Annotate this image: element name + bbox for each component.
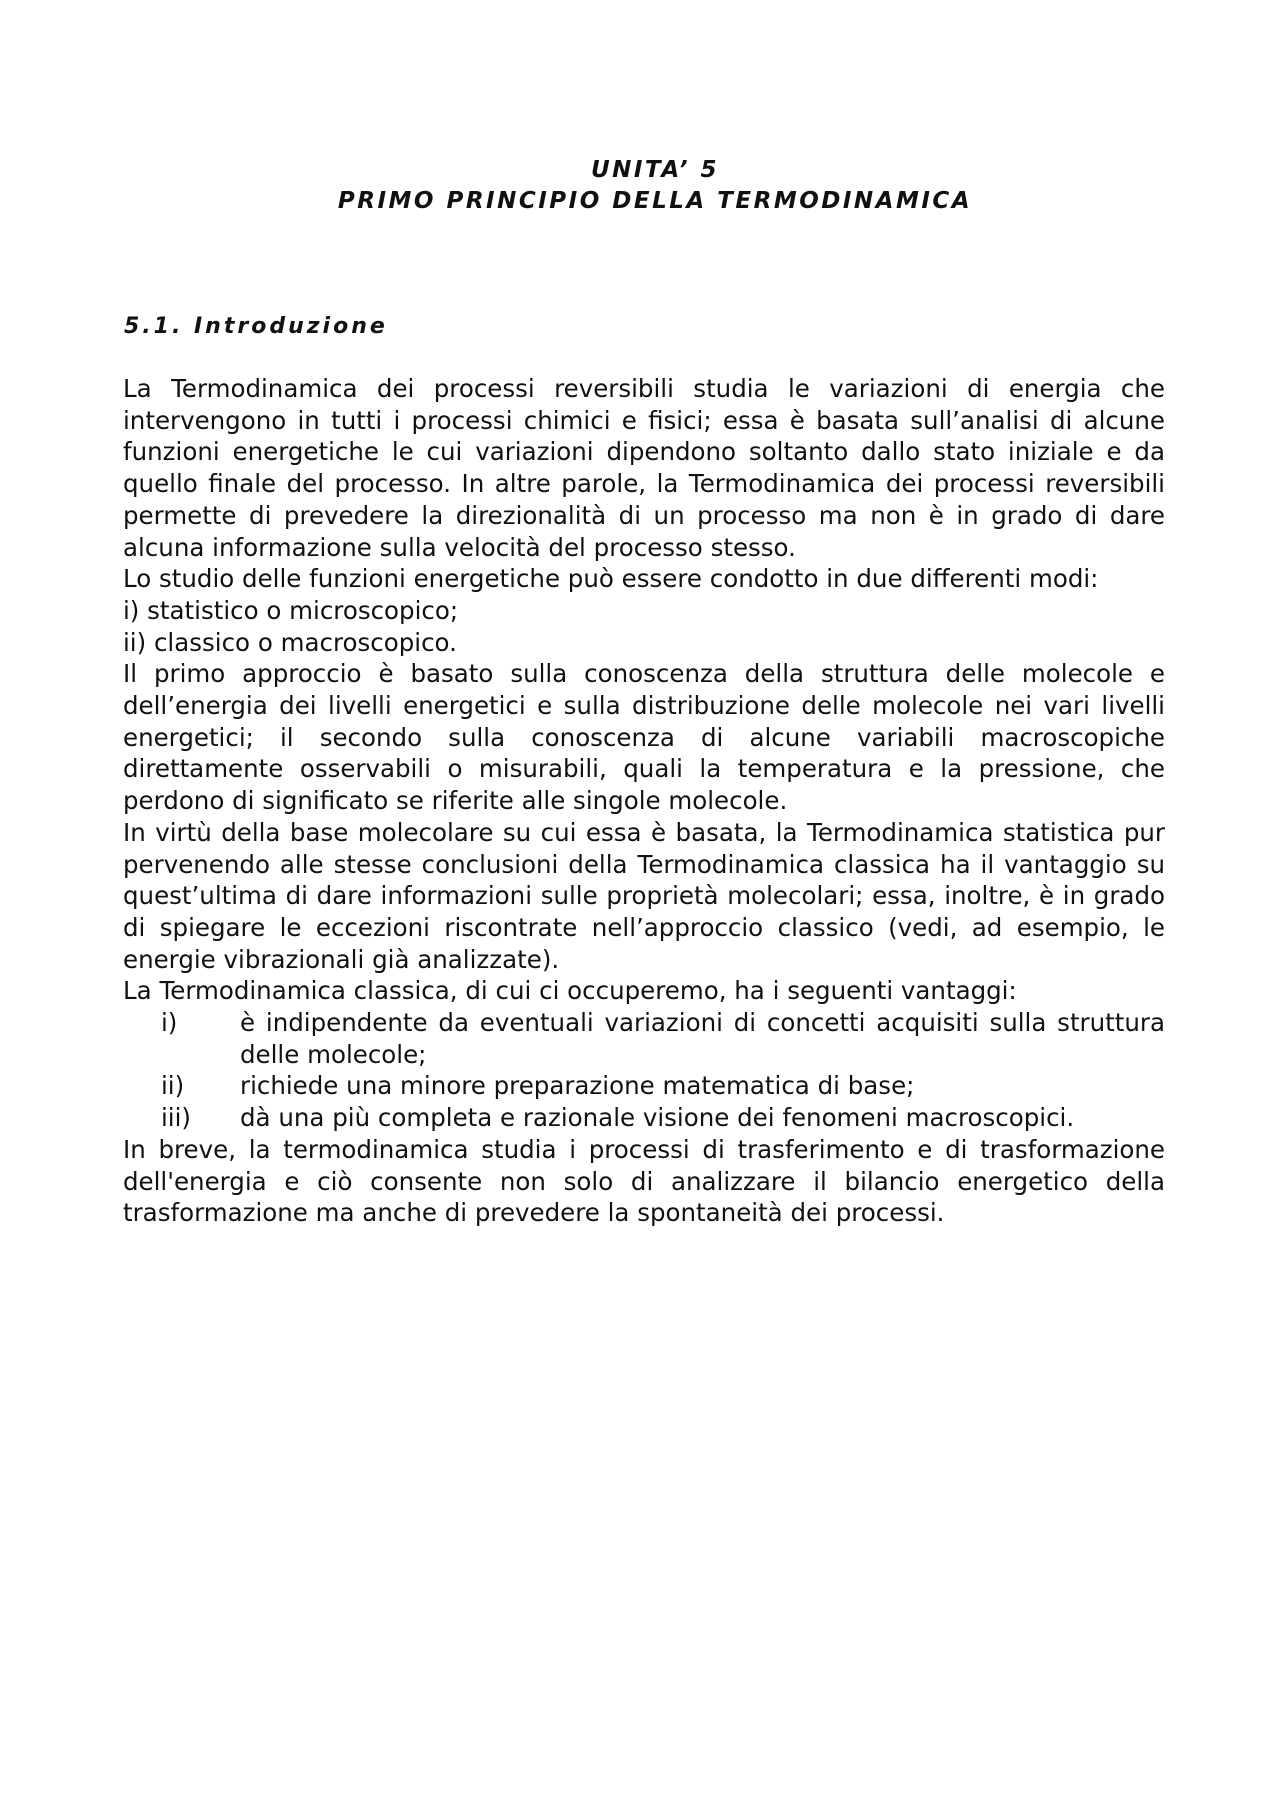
paragraph-summary: In breve, la termodinamica studia i processi di trasferimento e di trasformazione dell'energia e ciò consente non solo di analizzare il bilancio energetico della trasformazione ma anche di prevedere la spontaneità dei processi.	[123, 1134, 1165, 1228]
list-text: dà una più completa e razionale visione dei fenomeni macroscopici.	[240, 1103, 1075, 1133]
list-text: richiede una minore preparazione matematica di base;	[240, 1071, 915, 1101]
paragraph-methods: Lo studio delle funzioni energetiche può essere condotto in due differenti modi:	[123, 564, 1099, 594]
document-title	[0, 155, 1280, 217]
paragraph-classical: ii) classico o macroscopico.	[123, 627, 457, 657]
paragraph-statistical: i) statistico o microscopico;	[123, 595, 459, 625]
paragraph-classical-advantages: La Termodinamica classica, di cui ci occuperemo, ha i seguenti vantaggi:	[123, 976, 1017, 1006]
list-text: è indipendente da eventuali variazioni di concetti acquisiti sulla struttura delle molecole;	[240, 1008, 1165, 1069]
advantages-list	[123, 1007, 1165, 1134]
list-item	[123, 1070, 1165, 1102]
body-text	[123, 373, 1165, 1229]
paragraph-statistical-advantage: In virtù della base molecolare su cui essa è basata, la Termodinamica statistica pur pervenendo alle stesse conclusioni della Termodinamica classica ha il vantaggio su quest’ultima di dare informazioni sulle proprietà molecolari; essa, inoltre, è in grado di spiegare le eccezioni riscontrate nell’approccio classico (vedi, ad esempio, le energie vibrazionali già analizzate).	[123, 817, 1165, 974]
list-item	[123, 1102, 1165, 1134]
list-item	[123, 1007, 1165, 1070]
list-marker: i)	[161, 1008, 178, 1038]
unit-number: UNITA’ 5	[590, 157, 720, 183]
list-marker: iii)	[161, 1103, 191, 1133]
paragraph-approaches: Il primo approccio è basato sulla conoscenza della struttura delle molecole e dell’energia dei livelli energetici e sulla distribuzione delle molecole nei vari livelli energetici; il secondo sulla conoscenza di alcune variabili macroscopiche direttamente osservabili o misurabili, quali la temperatura e la pressione, che perdono di significato se riferite alle singole molecole.	[123, 659, 1165, 816]
section-heading: 5.1. Introduzione	[124, 314, 388, 339]
paragraph-intro: La Termodinamica dei processi reversibili studia le variazioni di energia che intervengono in tutti i processi chimici e fisici; essa è basata sull’analisi di alcune funzioni energetiche le cui variazioni dipendono soltanto dallo stato iniziale e da quello finale del processo. In altre parole, la Termodinamica dei processi reversibili permette di prevedere la direzionalità di un processo ma non è in grado di dare alcuna informazione sulla velocità del processo stesso.	[123, 374, 1165, 562]
unit-title: PRIMO PRINCIPIO DELLA TERMODINAMICA	[337, 188, 973, 214]
list-marker: ii)	[161, 1071, 185, 1101]
